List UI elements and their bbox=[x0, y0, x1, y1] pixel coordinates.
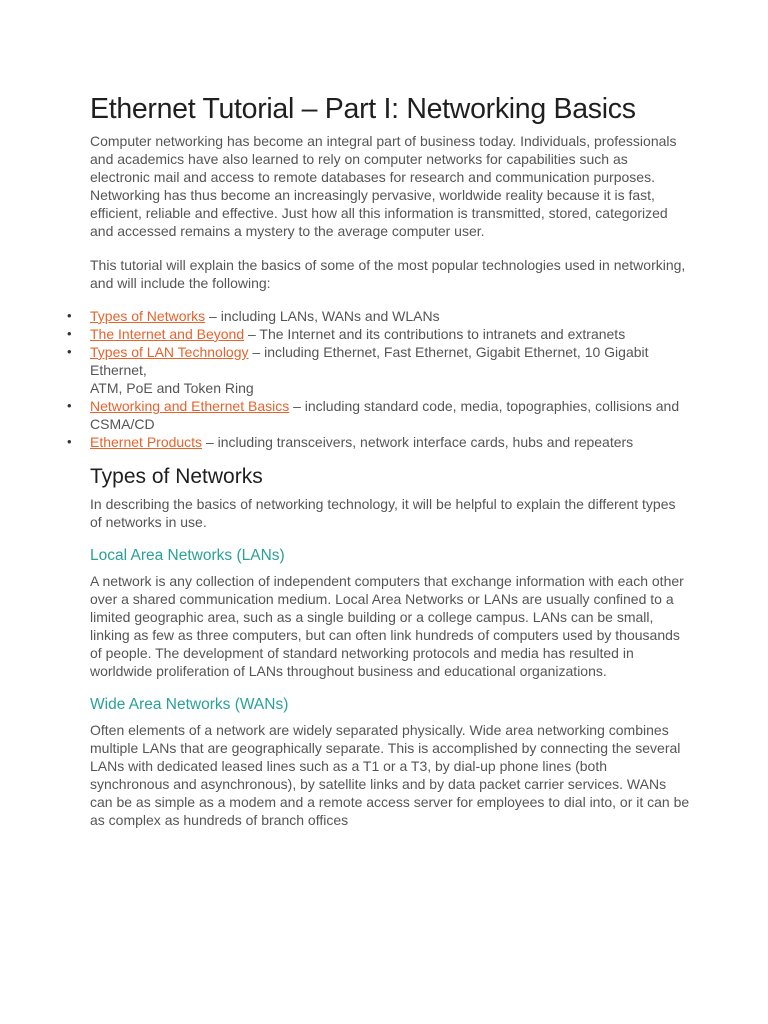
section-heading-types-of-networks: Types of Networks bbox=[90, 465, 263, 488]
list-item-description-continued: ATM, PoE and Token Ring bbox=[90, 380, 254, 396]
link-ethernet-products[interactable]: Ethernet Products bbox=[90, 434, 203, 450]
types-intro-paragraph: In describing the basics of networking technology, it will be helpful to explain the different types of networks in use. bbox=[90, 496, 676, 530]
list-item-description: – including Ethernet, Fast Ethernet, Gigabit Ethernet, 10 Gigabit Ethernet, bbox=[90, 344, 649, 378]
link-types-of-lan-technology[interactable]: Types of LAN Technology bbox=[90, 344, 249, 360]
link-internet-and-beyond[interactable]: The Internet and Beyond bbox=[90, 326, 245, 342]
wan-paragraph: Often elements of a network are widely separated physically. Wide area networking combines multiple LANs that are geographically separate. This is accomplished by connecting the several LANs with dedicated leased lines such as a T1 or a T3, by dial-up phone lines (both synchronous and asynchronous), by satellite links and by data packet carrier services. WANs can be as simple as a modem and a remote access server for employees to dial into, or it can be as complex as hundreds of branch offices bbox=[90, 722, 690, 828]
list-item-description: – including LANs, WANs and WLANs bbox=[205, 308, 440, 324]
document-page bbox=[90, 92, 690, 829]
list-item-description: – including transceivers, network interface cards, hubs and repeaters bbox=[202, 434, 634, 450]
list-item-description: – The Internet and its contributions to intranets and extranets bbox=[244, 326, 626, 342]
tutorial-overview-paragraph: This tutorial will explain the basics of some of the most popular technologies used in networking, and will include the following: bbox=[90, 257, 686, 291]
list-item bbox=[90, 397, 690, 433]
intro-paragraph: Computer networking has become an integral part of business today. Individuals, professionals and academics have also learned to rely on computer networks for capabilities such as electronic mail and access to remote databases for research and communication purposes. Networking has thus become an increasingly pervasive, worldwide reality because it is fast, efficient, reliable and effective. Just how all this information is transmitted, stored, categorized and accessed remains a mystery to the average computer user. bbox=[90, 133, 677, 239]
topic-list bbox=[90, 307, 690, 451]
subheading-wans: Wide Area Networks (WANs) bbox=[90, 696, 289, 713]
list-item bbox=[90, 433, 690, 451]
page-title: Ethernet Tutorial – Part I: Networking Basics bbox=[90, 93, 636, 125]
list-item bbox=[90, 343, 690, 397]
lan-paragraph: A network is any collection of independent computers that exchange information with each other over a shared communication medium. Local Area Networks or LANs are usually confined to a limited geographic area, such as a single building or a college campus. LANs can be small, linking as few as three computers, but can often link hundreds of computers used by thousands of people. The development of standard networking protocols and media has resulted in worldwide proliferation of LANs throughout business and educational organizations. bbox=[90, 573, 684, 679]
link-networking-and-ethernet-basics[interactable]: Networking and Ethernet Basics bbox=[90, 398, 290, 414]
subheading-lans: Local Area Networks (LANs) bbox=[90, 547, 285, 564]
list-item bbox=[90, 307, 690, 325]
list-item bbox=[90, 325, 690, 343]
list-item-description: – including standard code, media, topographies, collisions and CSMA/CD bbox=[90, 398, 680, 432]
link-types-of-networks[interactable]: Types of Networks bbox=[90, 308, 206, 324]
